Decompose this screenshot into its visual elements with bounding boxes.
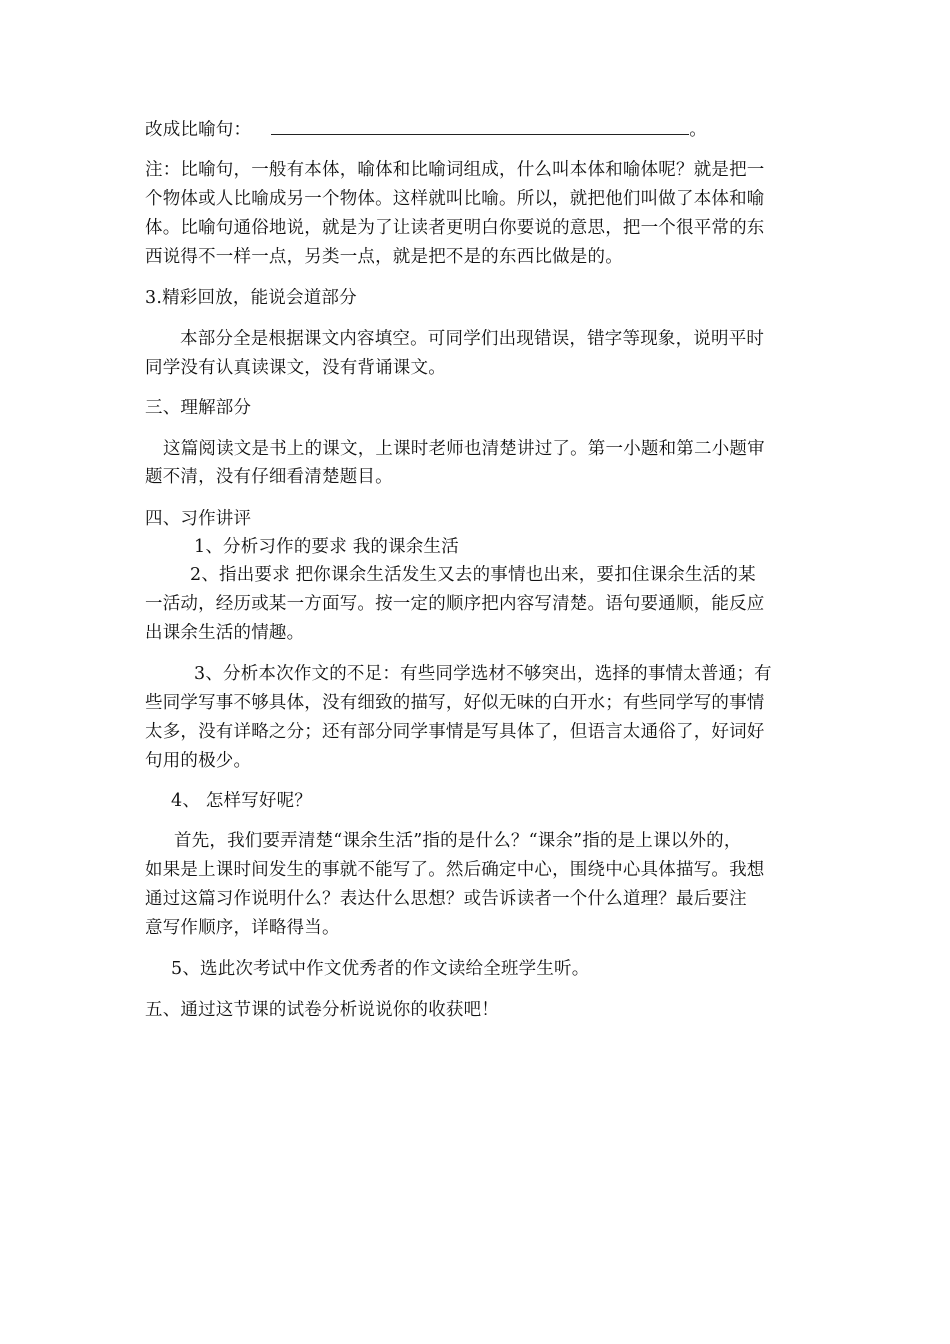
section-iii-body-line-2: 题不清，没有仔细看清楚题目。 [145, 467, 393, 487]
item-2-line-3: 出课余生活的情趣。 [145, 623, 305, 643]
item-3-line-1: 3、分析本次作文的不足：有些同学选材不够突出，选择的事情太普通；有 [194, 664, 772, 684]
item-2-line-2: 一活动，经历或某一方面写。按一定的顺序把内容写清楚。语句要通顺，能反应 [145, 594, 765, 614]
simile-rewrite-label: 改成比喻句： [145, 120, 252, 140]
note-line-4: 西说得不一样一点，另类一点，就是把不是的东西比做是的。 [145, 247, 623, 267]
answer-blank-line [271, 118, 689, 135]
item-3-line-2: 些同学写事不够具体，没有细致的描写，好似无味的白开水；有些同学写的事情 [145, 693, 765, 713]
item-4-body-line-4: 意写作顺序，详略得当。 [145, 918, 340, 938]
section-iii-body-line-1: 这篇阅读文是书上的课文，上课时老师也清楚讲过了。第一小题和第二小题审 [163, 439, 765, 459]
item-4-body-line-3: 通过这篇习作说明什么？表达什么思想？或告诉读者一个什么道理？最后要注 [145, 889, 747, 909]
blank-end-mark: 。 [689, 120, 707, 140]
section-3-body-line-1: 本部分全是根据课文内容填空。可同学们出现错误，错字等现象，说明平时 [180, 329, 765, 349]
section-iv-heading: 四、习作讲评 [145, 509, 252, 529]
item-4-body-line-2: 如果是上课时间发生的事就不能写了。然后确定中心，围绕中心具体描写。我想 [145, 860, 765, 880]
note-line-1: 注：比喻句，一般有本体，喻体和比喻词组成，什么叫本体和喻体呢？就是把一 [145, 160, 765, 180]
item-2-line-1: 2、指出要求 把你课余生活发生又去的事情也出来，要扣住课余生活的某 [190, 565, 756, 585]
simile-rewrite-row [145, 118, 707, 142]
note-line-2: 个物体或人比喻成另一个物体。这样就叫比喻。所以，就把他们叫做了本体和喻 [145, 189, 765, 209]
section-3-heading: 3.精彩回放，能说会道部分 [145, 288, 357, 308]
note-line-3: 体。比喻句通俗地说，就是为了让读者更明白你要说的意思，把一个很平常的东 [145, 218, 765, 238]
item-3-line-4: 句用的极少。 [145, 751, 252, 771]
item-1: 1、分析习作的要求 我的课余生活 [194, 537, 459, 557]
item-4-heading: 4、 怎样写好呢？ [171, 791, 312, 811]
item-5: 5、选此次考试中作文优秀者的作文读给全班学生听。 [171, 959, 590, 979]
section-v: 五、通过这节课的试卷分析说说你的收获吧！ [145, 1000, 499, 1020]
section-3-body-line-2: 同学没有认真读课文，没有背诵课文。 [145, 358, 446, 378]
item-4-body-line-1: 首先，我们要弄清楚“课余生活”指的是什么？“课余”指的是上课以外的， [174, 831, 742, 851]
item-3-line-3: 太多，没有详略之分；还有部分同学事情是写具体了，但语言太通俗了，好词好 [145, 722, 765, 742]
section-iii-heading: 三、理解部分 [145, 398, 252, 418]
